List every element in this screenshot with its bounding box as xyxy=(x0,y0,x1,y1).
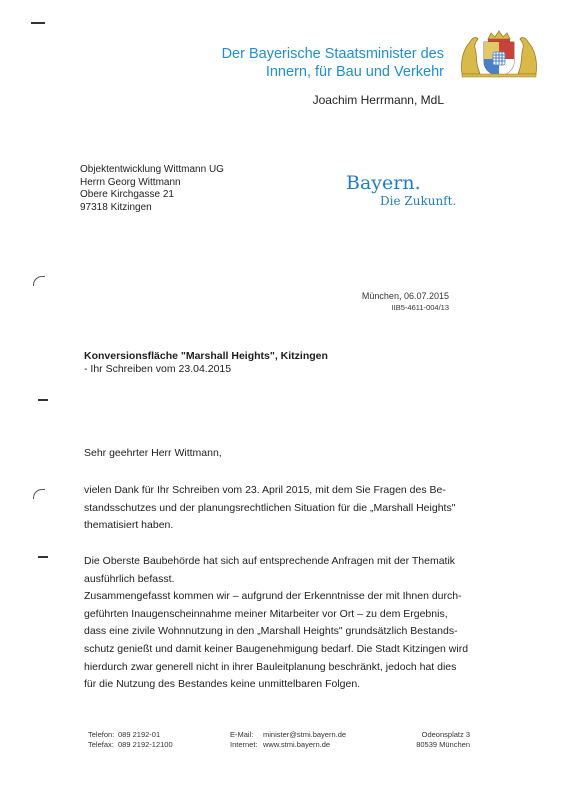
footer-phone-fax xyxy=(88,730,173,750)
punch-hole-lower xyxy=(33,489,45,499)
email-address: minister@stmi.bayern.de xyxy=(263,730,347,739)
website: www.stmi.bayern.de xyxy=(263,740,331,749)
ministry-title-line2: Innern, für Bau und Verkehr xyxy=(265,64,444,80)
paragraph-line: dass eine zivile Wohnnutzung in den „Marshall Heights" grundsätzlich Bestands- xyxy=(84,625,458,638)
fax-number: 089 2192-12100 xyxy=(118,740,173,749)
ministry-title-line1: Der Bayerische Staatsminister des xyxy=(221,46,444,62)
phone-label: Telefon: xyxy=(88,730,115,739)
punch-hole-upper xyxy=(33,276,45,286)
paragraph-line: für die Nutzung des Bestandes keine unmittelbaren Folgen. xyxy=(84,678,361,691)
subject-title: Konversionsfläche "Marshall Heights", Kitzingen xyxy=(84,350,328,362)
date-reference-block xyxy=(362,291,449,313)
fold-mark-top xyxy=(31,22,45,24)
fax-label: Telefax: xyxy=(88,740,114,749)
minister-name: Joachim Herrmann, MdL xyxy=(312,93,444,107)
recipient-city: 97318 Kitzingen xyxy=(80,201,152,213)
footer-city: 80539 München xyxy=(416,740,470,749)
paragraph-line: standsschutzes und der planungsrechtlichen Situation für die „Marshall Heights" xyxy=(84,501,456,514)
paragraph-line: hierdurch zwar generell nicht in ihrer Bauleitplanung beschränkt, jedoch hat dies xyxy=(84,660,457,673)
salutation: Sehr geehrter Herr Wittmann, xyxy=(84,447,222,459)
body-paragraph-1 xyxy=(84,482,455,535)
paragraph-line: thematisiert haben. xyxy=(84,519,174,532)
paragraph-line: Zusammengefasst kommen wir – aufgrund der Erkenntnisse der mit Ihnen durch- xyxy=(84,590,462,603)
place-date: München, 06.07.2015 xyxy=(361,291,449,301)
footer-street: Odeonsplatz 3 xyxy=(421,730,470,739)
subject-block xyxy=(84,350,328,376)
fold-mark-lower xyxy=(38,556,48,558)
web-label: Internet: xyxy=(230,740,258,749)
recipient-company: Objektentwicklung Wittmann UG xyxy=(80,164,224,175)
paragraph-line: vielen Dank für Ihr Schreiben vom 23. April 2015, mit dem Sie Fragen des Be- xyxy=(84,484,446,496)
paragraph-line: schutz genießt und damit keiner Baugenehmigung bedarf. Die Stadt Kitzingen wird xyxy=(84,642,469,655)
bavarian-coat-of-arms-icon xyxy=(458,30,540,80)
ministry-title xyxy=(184,45,444,81)
phone-number: 089 2192-01 xyxy=(118,730,161,739)
recipient-street: Obere Kirchgasse 21 xyxy=(80,189,174,200)
paragraph-line: Die Oberste Baubehörde hat sich auf entsprechende Anfragen mit der Thematik xyxy=(84,555,456,567)
body-paragraph-2 xyxy=(84,553,468,694)
footer-address xyxy=(416,730,470,750)
recipient-address xyxy=(80,164,224,214)
paragraph-line: geführten Inaugenscheinnahme meiner Mitarbeiter vor Ort – zu dem Ergebnis, xyxy=(84,607,448,620)
fold-mark-middle xyxy=(38,399,48,401)
reference-number: IIB5-4611-004/13 xyxy=(391,303,449,312)
bayern-logo xyxy=(346,172,456,208)
email-label: E-Mail: xyxy=(230,730,254,739)
bayern-logo-tagline: Die Zukunft. xyxy=(380,194,457,208)
recipient-person: Herrn Georg Wittmann xyxy=(80,176,181,188)
subject-reference: - Ihr Schreiben vom 23.04.2015 xyxy=(84,363,232,375)
footer-contact xyxy=(230,730,346,750)
paragraph-line: ausführlich befasst. xyxy=(84,572,175,585)
bayern-logo-word: Bayern. xyxy=(346,172,421,194)
